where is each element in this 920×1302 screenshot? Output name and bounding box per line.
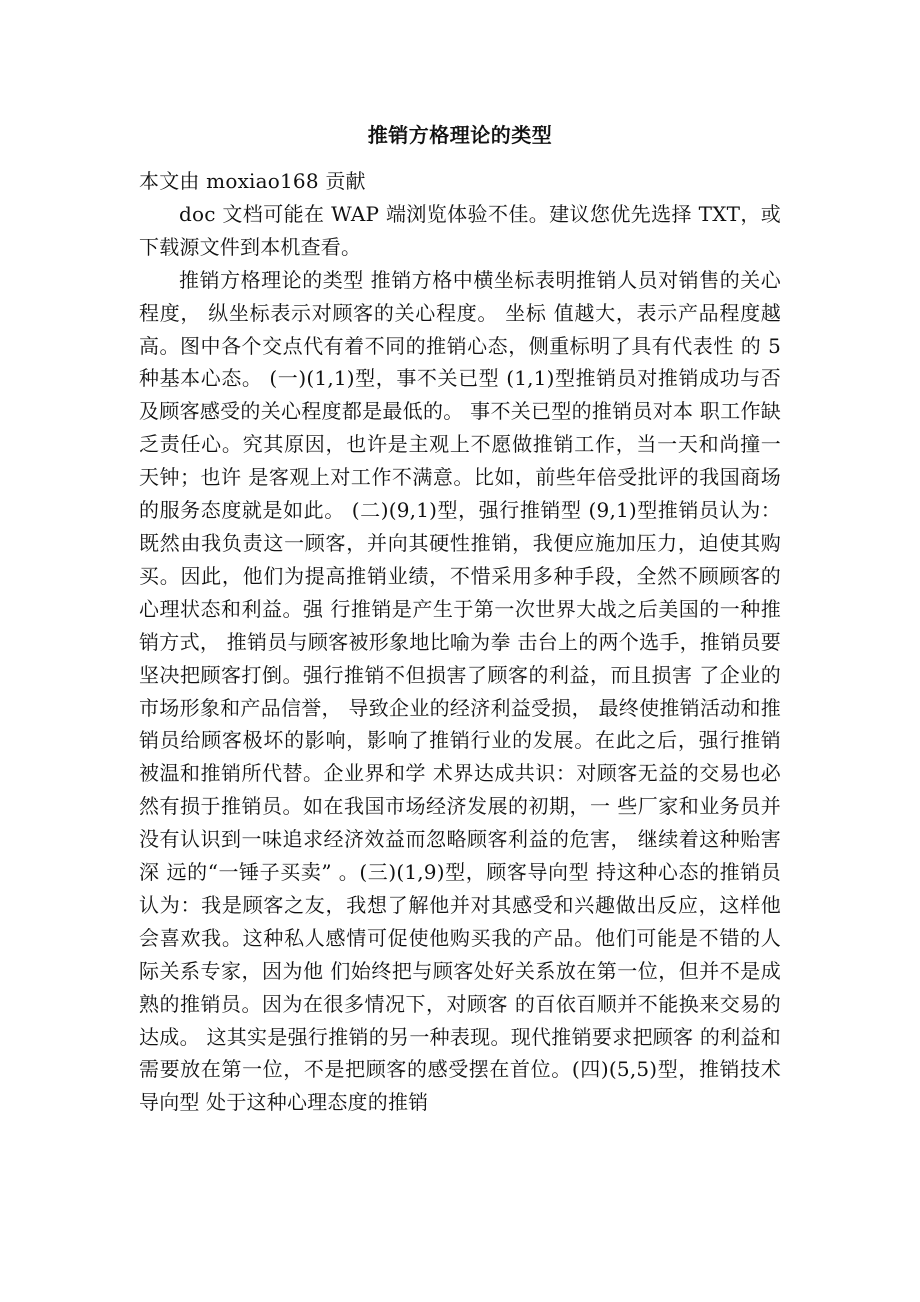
contributor-line: 本文由 moxiao168 贡献 [139,169,366,193]
main-paragraph: 推销方格理论的类型 推销方格中横坐标表明推销人员对销售的关心程度， 纵坐标表示对顾客的关心程度。 坐标 值越大，表示产品程度越高。图中各个交点代有着不同的推销心态，侧重标明了具有代表性 的 5 种基本心态。 (一)(1,1)型，事不关已型 (1,1)型推销员对推销成功与否及顾客感受的关心程度都是最低的。 事不关已型的推销员对本 职工作缺乏责任心。究其原因，也许是主观上不愿做推销工作，当一天和尚撞一天钟；也许 是客观上对工作不满意。比如，前些年倍受批评的我国商场的服务态度就是如此。 (二)(9,1)型，强行推销型 (9,1)型推销员认为：既然由我负责这一顾客，并向其硬性推销，我便应施加压力，迫使其购 买。因此，他们为提高推销业绩，不惜采用多种手段，全然不顾顾客的心理状态和利益。强 行推销是产生于第一次世界大战之后美国的一种推销方式， 推销员与顾客被形象地比喻为拳 击台上的两个选手，推销员要坚决把顾客打倒。强行推销不但损害了顾客的利益，而且损害 了企业的市场形象和产品信誉， 导致企业的经济利益受损， 最终使推销活动和推销员给顾客极坏的影响，影响了推销行业的发展。在此之后，强行推销被温和推销所代替。企业界和学 术界达成共识：对顾客无益的交易也必然有损于推销员。如在我国市场经济发展的初期，一 些厂家和业务员并没有认识到一味追求经济效益而忽略顾客利益的危害， 继续着这种贻害深 远的“一锤子买卖” 。(三)(1,9)型，顾客导向型 持这种心态的推销员认为：我是顾客之友，我想了解他并对其感受和兴趣做出反应，这样他 会喜欢我。这种私人感情可促使他购买我的产品。他们可能是不错的人际关系专家，因为他 们始终把与顾客处好关系放在第一位，但并不是成熟的推销员。因为在很多情况下，对顾客 的百依百顺并不能换来交易的达成。 这其实是强行推销的另一种表现。现代推销要求把顾客 的利益和需要放在第一位，不是把顾客的感受摆在首位。(四)(5,5)型，推销技术导向型 处于这种心理态度的推销 [139,267,781,1115]
document-title: 推销方格理论的类型 [367,123,553,147]
document-body [139,165,781,1119]
format-notice: doc 文档可能在 WAP 端浏览体验不佳。建议您优先选择 TXT，或下载源文件到本机查看。 [139,201,781,259]
